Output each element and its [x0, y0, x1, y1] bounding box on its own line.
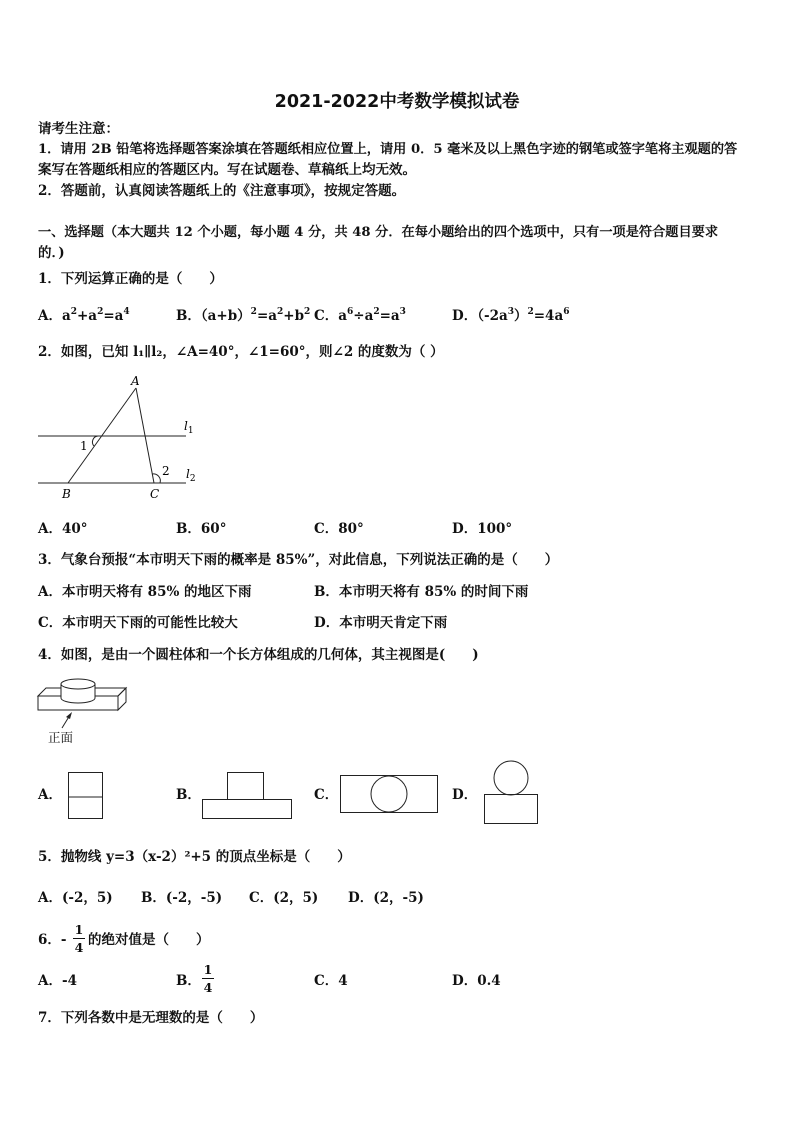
question-2-option-a: A．40° [38, 521, 88, 537]
fraction-one-quarter: 1 4 [74, 922, 84, 955]
label-b: B [62, 487, 71, 501]
question-4-option-b-label: B． [176, 787, 201, 803]
question-6-stem-suffix: 的绝对值是（ ） [88, 932, 210, 948]
question-1-option-d: D．$(-2a^3)^2=4a^6$ [452, 307, 570, 324]
option-b-view-icon [202, 772, 294, 820]
notice-line-1: 1．请用 2B 铅笔将选择题答案涂填在答题纸相应位置上，请用 0．5 毫米及以上黑色字迹的钢笔或签字笔将主观题的答 [38, 142, 738, 157]
notice-heading: 请考生注意： [38, 121, 119, 137]
question-1-option-c: C．$a^6\div a^2=a^3$ [314, 307, 406, 324]
front-view-label: 正面 [48, 730, 74, 745]
label-l2: $l_2$ [186, 467, 196, 484]
question-5-option-a: A．(-2，5) [38, 890, 113, 906]
label-a: A [131, 374, 140, 388]
label-c: C [150, 487, 160, 501]
option-a-view-icon [68, 772, 104, 820]
notice-line-2: 案写在答题纸相应的答题区内。写在试题卷、草稿纸上均无效。 [38, 162, 416, 178]
question-3-option-a: A．本市明天将有 85% 的地区下雨 [38, 584, 252, 600]
question-4-option-c-label: C． [314, 787, 339, 803]
question-3-option-c: C．本市明天下雨的可能性比较大 [38, 615, 238, 631]
question-3-option-d: D．本市明天肯定下雨 [314, 615, 448, 631]
question-6-option-c: C．4 [314, 973, 348, 989]
question-7-stem: 7．下列各数中是无理数的是（ ） [38, 1010, 264, 1026]
angle-1-label: 1 [80, 439, 88, 453]
label-l1: $l_1$ [184, 419, 194, 436]
question-4-stem: 4．如图，是由一个圆柱体和一个长方体组成的几何体，其主视图是( ) [38, 647, 479, 663]
option-c-view-icon [340, 775, 440, 815]
section-heading-line-1: 一、选择题（本大题共 12 个小题，每小题 4 分，共 48 分．在每小题给出的四个选项中，只有一项是符合题目要求 [38, 225, 719, 240]
notice-line-3: 2．答题前，认真阅读答题纸上的《注意事项》，按规定答题。 [38, 183, 406, 199]
question-4-option-d-label: D． [452, 787, 478, 803]
question-3-option-b: B．本市明天将有 85% 的时间下雨 [314, 584, 529, 600]
question-6-option-a: A．-4 [38, 973, 77, 989]
option-d-view-icon [484, 760, 540, 826]
parallel-lines-triangle-figure [30, 370, 210, 505]
question-5-stem: 5．抛物线 y=3（x-2）²+5 的顶点坐标是（ ） [38, 849, 351, 865]
question-6-option-d: D．0.4 [452, 973, 501, 989]
section-heading-line-2: 的．) [38, 245, 65, 261]
question-5-option-c: C．(2，5) [249, 890, 319, 906]
question-1-stem: 1．下列运算正确的是（ ） [38, 271, 223, 287]
question-6-stem-prefix: 6．- [38, 932, 67, 948]
question-4-option-a-label: A． [38, 787, 62, 803]
question-2-option-d: D．100° [452, 521, 513, 537]
question-3-stem: 3．气象台预报“本市明天下雨的概率是 85%”，对此信息，下列说法正确的是（ ） [38, 552, 559, 568]
option-b-fraction: 1 4 [203, 962, 213, 995]
question-1-option-b: B．$(a+b)^2=a^2+b^2$ [176, 307, 311, 324]
question-6-option-b-label: B． [176, 973, 201, 989]
question-2-stem: 2．如图，已知 l₁∥l₂，∠A=40°，∠1=60°，则∠2 的度数为（ ） [38, 344, 444, 360]
page-title: 2021-2022中考数学模拟试卷 [274, 92, 520, 112]
question-2-option-b: B．60° [176, 521, 227, 537]
question-1-option-a: A．$a^2+a^2=a^4$ [38, 307, 130, 324]
question-5-option-d: D．(2，-5) [348, 890, 424, 906]
question-2-option-c: C．80° [314, 521, 364, 537]
angle-2-label: 2 [162, 464, 170, 478]
question-5-option-b: B．(-2，-5) [141, 890, 223, 906]
